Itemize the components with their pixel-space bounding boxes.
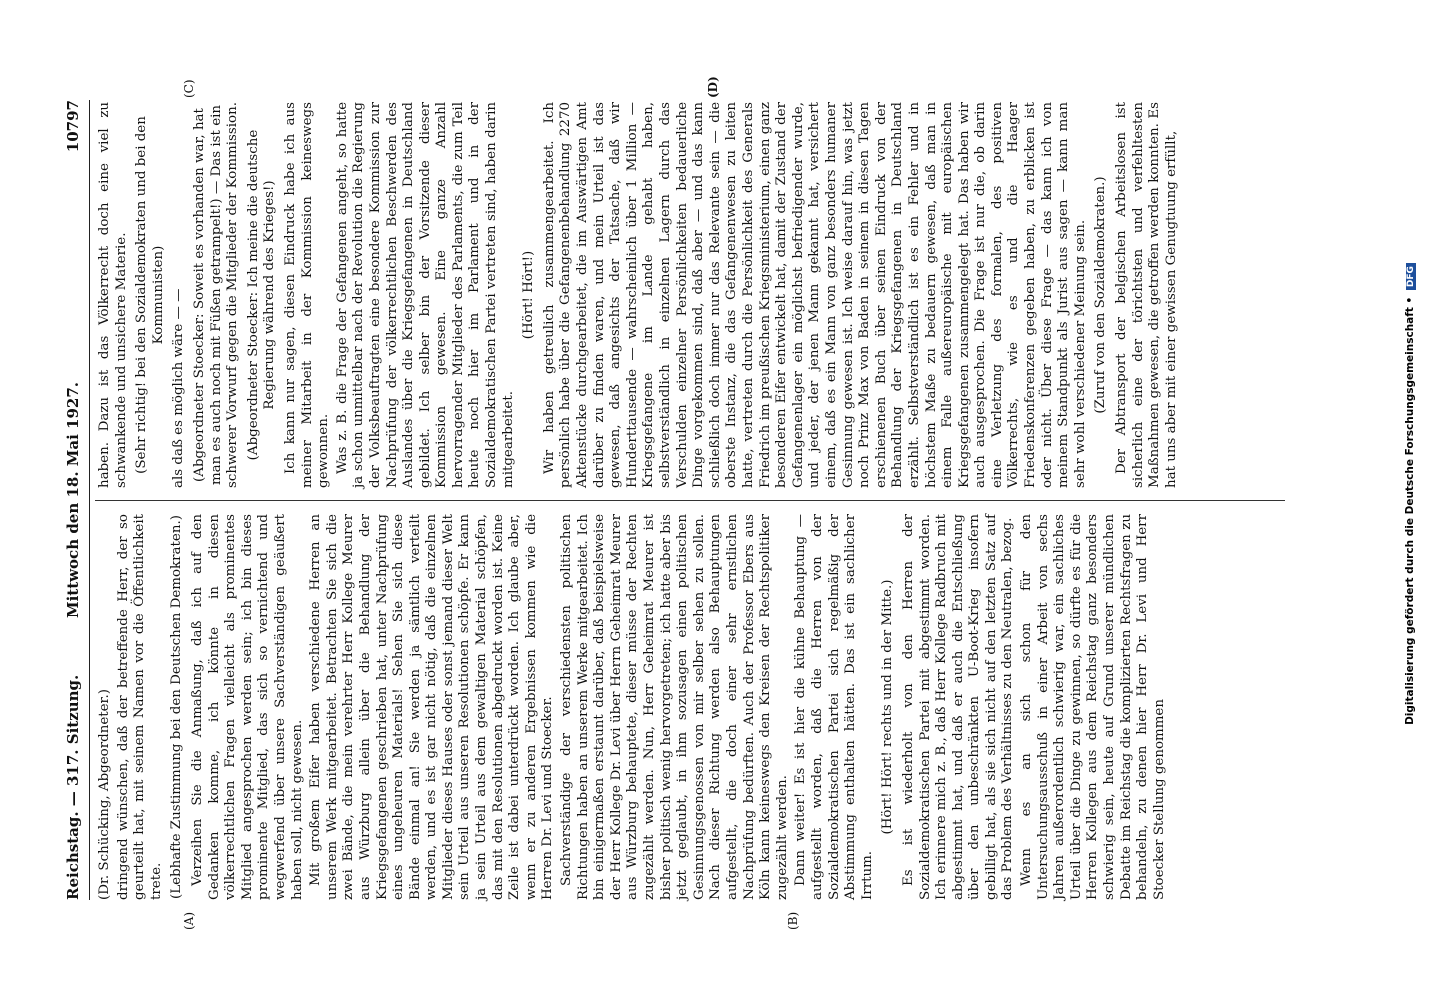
paragraph: Was z. B. die Frage der Gefangenen angeht, so hatte ja schon unmittelbar nach der Revolution die Regierung der Volksbeauftragten eine besondere Kommission zur Nachprüfung der völkerrechtlichen Beschwerden des Auslandes über die Kriegsgefangenen in Deutschland gebildet. Ich selber bin der Vorsitzende dieser Kommission gewesen. Eine ganze Anzahl hervorragender Mitglieder des Parlaments, die zum Teil heute noch hier im Parlament und in der Sozialdemokratischen Partei vertreten sind, haben darin mitgearbeitet.: [334, 102, 516, 488]
paragraph: haben. Dazu ist das Völkerrecht doch eine viel zu schwankende und unsichere Materie.: [97, 102, 129, 488]
paragraph: Dann weiter! Es ist hier die kühne Behauptung — aufgestellt worden, daß die Herren von der Sozialdemokratischen Partei sich regelmäßig der Abstimmung enthalten hätten. Das ist ein sachlicher Irrtum.: [793, 514, 875, 900]
paragraph: als daß es möglich wäre — —: [171, 288, 187, 488]
paragraph: Verzeihen Sie die Anmaßung, daß ich auf den Gedanken komme, ich könnte in diesen völkerrechtlichen Fragen vielleicht als prominentes Mitglied angesprochen werden sein; ich bin dieses prominente Mitglied, das sich so vernichtend und wegwerfend über unsere Sachverständigen geäußert haben soll, nicht gewesen.: [189, 514, 305, 900]
rotated-page: [64, 76, 1285, 930]
paragraph: Ich kann nur sagen, diesen Eindruck habe ich aus meiner Mitarbeit in der Kommission keineswegs gewonnen.: [282, 102, 332, 488]
dfg-logo: DFG: [1406, 263, 1416, 290]
paragraph: (Hört! Hört! rechts und in der Mitte.): [880, 579, 896, 835]
page-number: 10797: [64, 100, 82, 153]
paragraph: Mit großem Eifer haben verschiedene Herren an unserem Werk mitgearbeitet. Betrachten Sie sich die zwei Bände, die mein verehrter Herr Kollege Meurer aus Würzburg allein über die Behandlung der Kriegsgefangenen geschrieben hat, unter Nachprüfung eines ungeheuren Materials! Sehen Sie sich diese Bände einmal an! Sie werden ja sämtlich verteilt werden, und es ist gar nicht nötig, daß die einzelnen Mitglieder dieses Hauses oder sonst jemand dieser Welt sein Urteil aus unseren Resolutionen schöpfe. Er kann ja sein Urteil aus dem gewaltigen Material schöpfen, das mit den Resolutionen abgedruckt worden ist. Keine Zeile ist dabei unterdrückt worden. Ich glaube aber, wenn er zu anderen Ergebnissen kommen wie die Herren Dr. Levi und Stoecker.: [308, 514, 556, 900]
digitization-credit: [1400, 8, 1420, 992]
margin-marker-c: (C): [182, 79, 196, 98]
paragraph: (Zuruf von den Sozialdemokraten.): [1093, 176, 1109, 414]
paragraph: (Abgeordneter Stoecker: Ich meine die deutsche Regierung während des Krieges!): [245, 129, 278, 461]
paragraph: Wir haben getreulich zusammengearbeitet. Ich persönlich habe über die Gefangenenbehandlung 2270 Aktenstücke durchgearbeitet, die im Auswärtigen Amt darüber zu finden waren, und mein Urteil ist das gewesen, daß angesichts der Tatsache, daß wir Hunderttausende — wahrscheinlich über 1 Million — Kriegsgefangene im Lande gehabt haben, selbstverständlich in einzelnen Lagern durch das Verschulden einzelner Persönlichkeiten bedauerliche Dinge vorgekommen sind, daß aber — und das kann schließlich doch immer nur das Relevante sein — die oberste Instanz, die das Gefangenenwesen zu leiten hatte, vertreten durch die Persönlichkeit des Generals Friedrich im preußischen Kriegsministerium, einen ganz besonderen Eifer entwickelt hat, damit der Zustand der Gefangenenlager ein möglichst befriedigender wurde, und jeder, der jenen Mann gekannt hat, versichert einem, daß es ein Mann von ganz besonders humaner Gesinnung gewesen ist. Ich weise darauf hin, was jetzt noch Prinz Max von Baden in seinem in diesen Tagen erschienenen Buch über seinen Eindruck von der Behandlung der Kriegsgefangenen in Deutschland erzählt. Selbstverständlich ist es ein Fehler und in höchstem Maße zu bedauern gewesen, daß man in einem Falle außereuropäische mit europäischen Kriegsgefangenen zusammengelegt hat. Das haben wir auch ausgesprochen. Die Frage ist nur die, ob darin eine Verletzung des formalen, des positiven Völkerrechts, wie es und die Haager Friedenskonferenzen gegeben haben, zu erblicken ist oder nicht. Über diese Frage — das kann ich von meinem Standpunkt als Jurist aus sagen — kann man sehr wohl verschiedener Meinung sein.: [541, 102, 1088, 488]
header-rule: [89, 100, 90, 900]
paragraph: (Lebhafte Zustimmung bei den Deutschen Demokraten.): [169, 515, 185, 899]
paragraph: Es ist wiederholt von den Herren der Sozialdemokratischen Partei mit abgestimmt worden. Ich erinnere mich z. B., daß Herr Kollege Radbruch mit abgestimmt hat, und daß er auch die Entschließung über den unbeschränkten U-Boot-Krieg insofern gebilligt hat, als sie sich nicht auf den letzten Satz auf das Problem des Verhältnisses zu den Neutralen, bezog.: [900, 514, 1016, 900]
paragraph: (Sehr richtig! bei den Sozialdemokraten und bei den Kommunisten): [134, 116, 166, 474]
paragraph: (Hört! Hört!): [521, 250, 537, 340]
margin-marker-b: (B): [786, 911, 800, 930]
page-header: [65, 100, 91, 900]
column-divider: [95, 500, 1285, 501]
paragraph: Wenn es an sich schon für den Untersuchungsausschuß in einer Arbeit von sechs Jahren außerordentlich schwierig war, ein sachliches Urteil über die Dinge zu gewinnen, so dürfte es für die Herren Kollegen aus dem Reichstag ganz besonders schwierig sein, heute auf Grund unserer mündlichen Debatte im Reichstag die komplizierten Rechtsfragen zu behandeln, zu denen hier Herr Dr. Levi und Herr Stoecker Stellung genommen: [1019, 514, 1167, 900]
margin-marker-a: (A): [182, 911, 196, 930]
credit-text: Digitalisierung gefördert durch die Deutsche Forschungsgemeinschaft •: [1404, 296, 1416, 725]
paragraph: (Abgeordneter Stoecker: Soweit es vorhanden war, hat man es auch noch mit Füßen getrampelt!) — Das ist ein schwerer Vorwurf gegen die Mitglieder der Kommission.: [191, 102, 241, 488]
paragraph: Der Abtransport der belgischen Arbeitslosen ist sicherlich eine der törichtsten und verfehltesten Maßnahmen gewesen, die getroffen werden konnten. Es hat uns aber mit einer gewissen Genugtuung erfüllt,: [1114, 102, 1179, 488]
text-column-right: [97, 102, 1182, 488]
margin-marker-d: (D): [706, 76, 720, 98]
paragraph: (Dr. Schücking, Abgeordneter.): [97, 689, 112, 900]
header-left: Reichstag. — 317. Sitzung.: [64, 674, 82, 900]
paragraph: dringend wünschen, daß der betreffende Herr, der so geurteilt hat, mit seinem Namen vor die Öffentlichkeit trete.: [115, 514, 164, 900]
paragraph: Sachverständige der verschiedensten politischen Richtungen haben an unserem Werke mitgearbeitet. Ich bin einigermaßen erstaunt darüber, daß beispielsweise der Herr Kollege Dr. Levi über Herrn Geheimrat Meurer aus Würzburg behauptete, dieser müsse der Rechten zugezählt werden. Nun, Herr Geheimrat Meurer ist bisher politisch wenig hervorgetreten; ich hatte aber bis jetzt geglaubt, in ihm sozusagen einen politischen Gesinnungsgenossen von mir selber sehen zu sollen. Nach dieser Richtung werden also Behauptungen aufgestellt, die doch einer sehr ernstlichen Nachprüfung bedürften. Auch der Professor Ebers aus Köln kann keineswegs den Kreisen der Rechtspolitiker zugezählt werden.: [559, 514, 790, 900]
header-date: Mittwoch den 18. Mai 1927.: [64, 381, 82, 619]
text-column-left: [97, 514, 1170, 900]
